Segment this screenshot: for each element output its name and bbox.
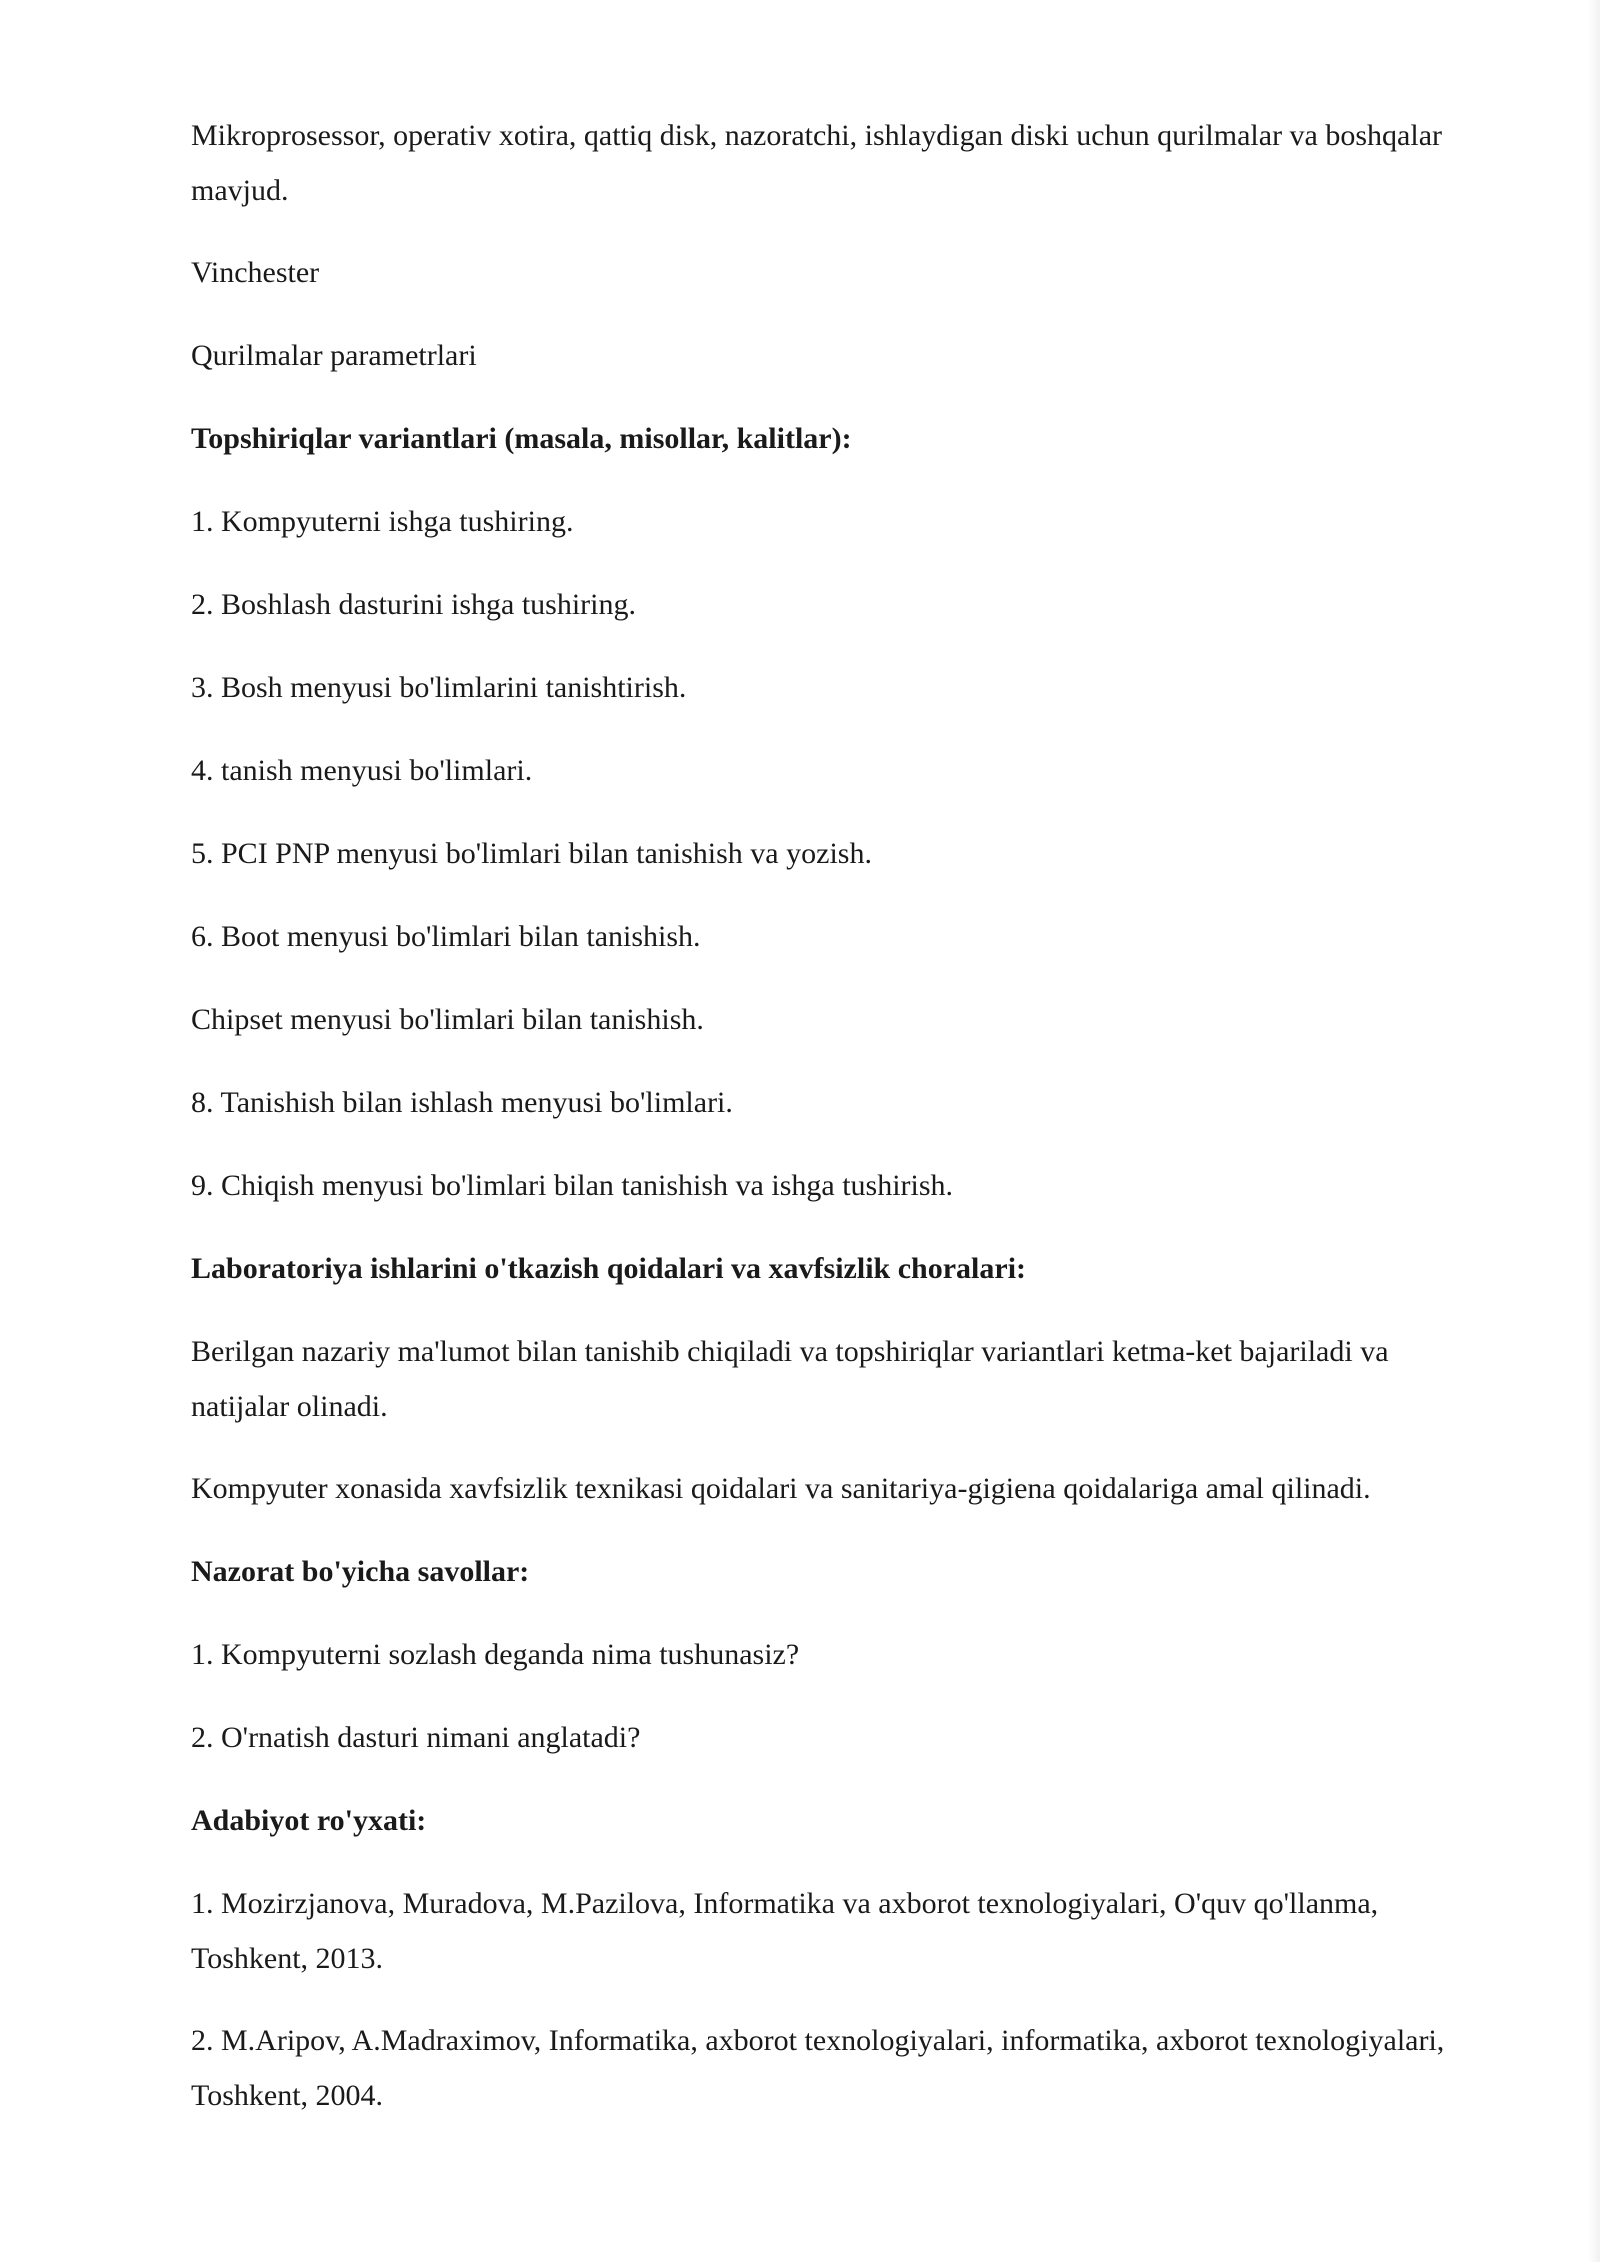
heading-bibliography: Adabiyot ro'yxati: xyxy=(191,1804,427,1837)
heading-control-questions: Nazorat bo'yicha savollar: xyxy=(191,1555,530,1588)
list-item-question-2: 2. O'rnatish dasturi nimani anglatadi? xyxy=(191,1721,641,1754)
list-item-task-chipset: Chipset menyusi bo'limlari bilan tanishish. xyxy=(191,1003,704,1036)
list-item-task-8: 8. Tanishish bilan ishlash menyusi bo'limlari. xyxy=(191,1086,733,1119)
list-item-reference-2: 2. M.Aripov, A.Madraximov, Informatika, axborot texnologiyalari, informatika, axborot texnologiyalari, Toshkent, 2004. xyxy=(191,2024,1445,2112)
document-body xyxy=(191,108,1491,2150)
list-item-task-6: 6. Boot menyusi bo'limlari bilan tanishish. xyxy=(191,920,701,953)
list-item-task-9: 9. Chiqish menyusi bo'limlari bilan tanishish va ishga tushirish. xyxy=(191,1169,954,1202)
heading-task-variants: Topshiriqlar variantlari (masala, misollar, kalitlar): xyxy=(191,422,852,455)
list-item-task-3: 3. Bosh menyusi bo'limlarini tanishtirish. xyxy=(191,671,687,704)
list-item-task-4: 4. tanish menyusi bo'limlari. xyxy=(191,754,533,787)
list-item-question-1: 1. Kompyuterni sozlash deganda nima tushunasiz? xyxy=(191,1638,800,1671)
paragraph-intro: Mikroprosessor, operativ xotira, qattiq disk, nazoratchi, ishlaydigan diski uchun qurilmalar va boshqalar mavjud. xyxy=(191,119,1443,207)
paragraph-vinchester: Vinchester xyxy=(191,256,320,289)
list-item-task-5: 5. PCI PNP menyusi bo'limlari bilan tanishish va yozish. xyxy=(191,837,872,870)
paragraph-safety-rules: Kompyuter xonasida xavfsizlik texnikasi qoidalari va sanitariya-gigiena qoidalariga amal qilinadi. xyxy=(191,1472,1371,1505)
list-item-task-2: 2. Boshlash dasturini ishga tushiring. xyxy=(191,588,636,621)
list-item-reference-1: 1. Mozirzjanova, Muradova, M.Pazilova, Informatika va axborot texnologiyalari, O'quv qo'llanma, Toshkent, 2013. xyxy=(191,1887,1379,1975)
page-edge-shadow xyxy=(1588,0,1600,2262)
paragraph-lab-procedure: Berilgan nazariy ma'lumot bilan tanishib chiqiladi va topshiriqlar variantlari ketma-ket bajariladi va natijalar olinadi. xyxy=(191,1335,1389,1423)
list-item-task-1: 1. Kompyuterni ishga tushiring. xyxy=(191,505,574,538)
heading-lab-rules: Laboratoriya ishlarini o'tkazish qoidalari va xavfsizlik choralari: xyxy=(191,1252,1027,1285)
paragraph-device-parameters: Qurilmalar parametrlari xyxy=(191,339,477,372)
